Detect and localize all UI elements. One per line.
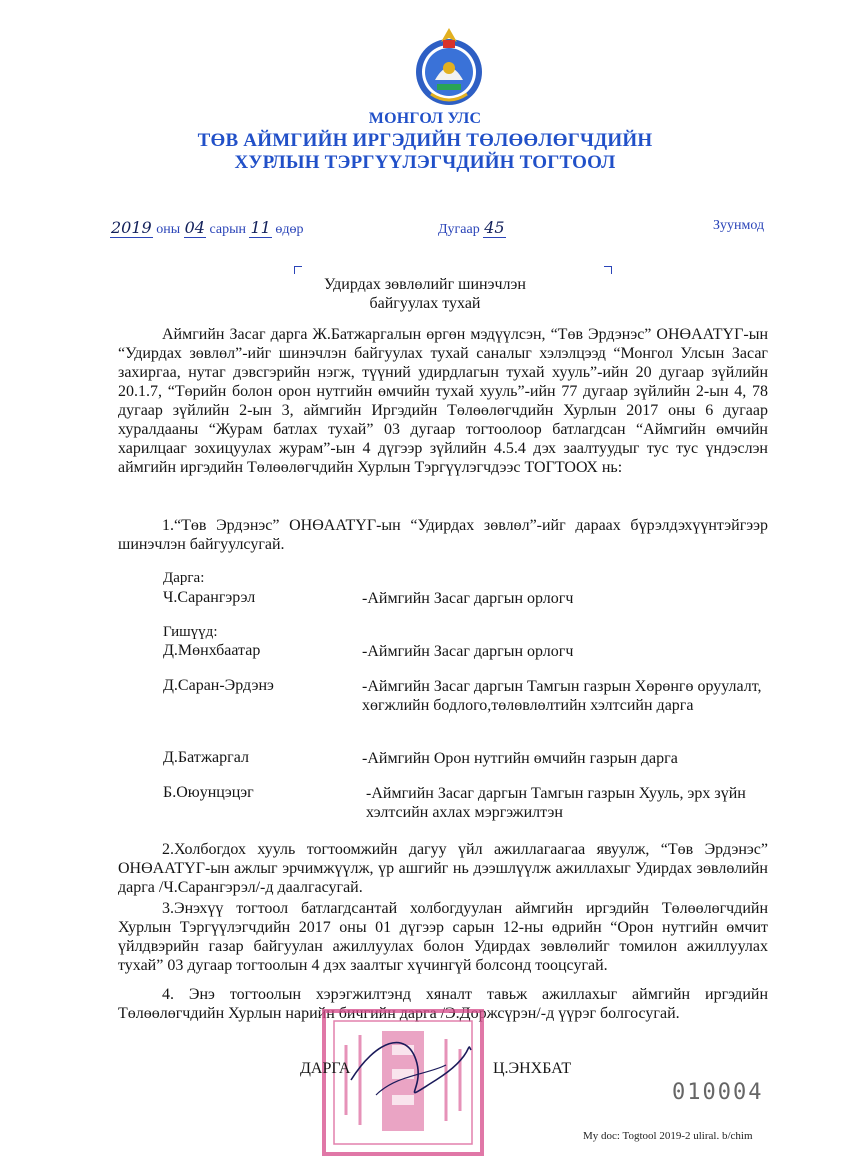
date-year: 2019 [111, 218, 152, 237]
item-1 [118, 516, 768, 554]
header-country: МОНГОЛ УЛС [368, 110, 482, 127]
member-name: Б.Оюунцэцэг [163, 784, 254, 801]
footer-doc-path: My doc: Togtool 2019-2 uliral. b/chim [583, 1130, 753, 1142]
item-1-text: 1.“Төв Эрдэнэс” ОНӨААТҮГ-ын “Удирдах зөвлөл”-ийг дараах бүрэлдэхүүнтэйгээр шинэчлэн байгуулсугай. [118, 517, 768, 553]
date-day-suffix: өдөр [275, 222, 304, 237]
date-month-suffix: сарын [209, 222, 246, 237]
intro-text: Аймгийн Засаг дарга Ж.Батжаргалын өргөн мэдүүлсэн, “Төв Эрдэнэс” ОНӨААТҮГ-ын “Удирдах зөвлөл”-ийг шинэчлэн байгуулах тухай саналыг хэлэлцээд “Монгол Улсын Засаг захиргаа, нутаг дэвсгэрийн нэгж, түүний удирдлагын тухай хууль”-ийн 20 дугаар зүйлийн 20.1.7, “Төрийн болон орон нутгийн өмчийн тухай хууль”-ийн 77 дугаар зүйлийн 2-ын 4, 78 дугаар зүйлийн 2-ын 3, аймгийн Иргэдийн Төлөөлөгчдийн Хурлын 2017 оны 6 дугаар хуралдааны “Журам батлах тухай” 03 дугаар тогтоолоор батлагдсан “Аймгийн өмчийн харилцааг зохицуулах журам”-ын 4 дүгээр зүйлийн 4.5.4 дэх заалтуудыг тус тус үндэслэн аймгийн иргэдийн Төлөөлөгчдийн Хурлын Тэргүүлэгчдээс ТОГТООХ нь: [118, 326, 768, 476]
item-3 [118, 899, 768, 975]
bracket-right [604, 266, 612, 274]
item-2 [118, 840, 768, 897]
member-name: Д.Саран-Эрдэнэ [163, 677, 274, 694]
member-name: Д.Мөнхбаатар [163, 642, 261, 659]
signature-name: Ц.ЭНХБАТ [493, 1060, 572, 1077]
item-4-text: 4. Энэ тогтоолын хэрэгжилтэнд хяналт тавьж ажиллахыг аймгийн иргэдийн Төлөөлөгчдийн Хурлын нарийн бичгийн дарга /Э.Доржсүрэн/-д үүрэг болгосугай. [118, 986, 768, 1022]
chair-position: -Аймгийн Засаг даргын орлогч [362, 590, 574, 607]
members-label: Гишүүд: [163, 624, 218, 640]
member-position: -Аймгийн Засаг даргын Тамгын газрын Хөрөнгө оруулалт, хөгжлийн бодлого,төлөвлөлтийн хэлтсийн дарга [362, 678, 762, 714]
header-org-line2: ХУРЛЫН ТЭРГҮҮЛЭГЧДИЙН ТОГТООЛ [234, 152, 616, 173]
member-position: -Аймгийн Засаг даргын Тамгын газрын Хууль, эрх зүйн хэлтсийн ахлах мэргэжилтэн [366, 785, 746, 821]
item-2-text: 2.Холбогдох хууль тогтоомжийн дагуу үйл ажиллагаагаа явуулж, “Төв Эрдэнэс” ОНӨААТҮГ-ын ажлыг эрчимжүүлж, үр ашгийг нь дээшлүүлж ажиллахыг Удирдах зөвлөлийн дарга /Ч.Сарангэрэл/-д даалгасугай. [118, 841, 768, 896]
member-position: -Аймгийн Орон нутгийн өмчийн газрын дарга [362, 750, 678, 767]
signature-title: ДАРГА [300, 1060, 351, 1077]
document-title [0, 275, 850, 313]
chair-name: Ч.Сарангэрэл [163, 589, 256, 606]
chair-label: Дарга: [163, 570, 205, 586]
header-org-line1: ТӨВ АЙМГИЙН ИРГЭДИЙН ТӨЛӨӨЛӨГЧДИЙН [197, 130, 653, 151]
document-date [110, 218, 303, 238]
number-value: 45 [484, 218, 505, 237]
document-place: Зуунмод [713, 218, 765, 233]
intro-paragraph [118, 325, 768, 477]
number-label: Дугаар [438, 222, 480, 237]
signature-mark [346, 1020, 476, 1115]
member-name: Д.Батжаргал [163, 749, 249, 766]
date-year-suffix: оны [156, 222, 181, 237]
serial-number: 010004 [672, 1080, 764, 1105]
member-position: -Аймгийн Засаг даргын орлогч [362, 643, 574, 660]
title-line1: Удирдах зөвлөлийг шинэчлэн [324, 276, 526, 293]
item-3-text: 3.Энэхүү тогтоол батлагдсантай холбогдуулан аймгийн иргэдийн Төлөөлөгчдийн Хурлын Тэргүүлэгчдийн 2017 оны 01 дүгээр сарын 12-ны өдрийн “Орон нутгийн өмчит үйлдвэрийн газар байгуулан ажиллуулах болон Удирдах зөвлөлийг томилон ажиллуулах тухай” 03 дугаар тогтоолын 4 дэх заалтыг хүчингүй болсонд тооцсугай. [118, 900, 768, 974]
document-number [438, 218, 506, 238]
bracket-left [294, 266, 302, 274]
title-line2: байгуулах тухай [369, 295, 481, 312]
date-day: 11 [250, 218, 271, 237]
state-emblem [413, 20, 485, 112]
date-month: 04 [184, 218, 205, 237]
